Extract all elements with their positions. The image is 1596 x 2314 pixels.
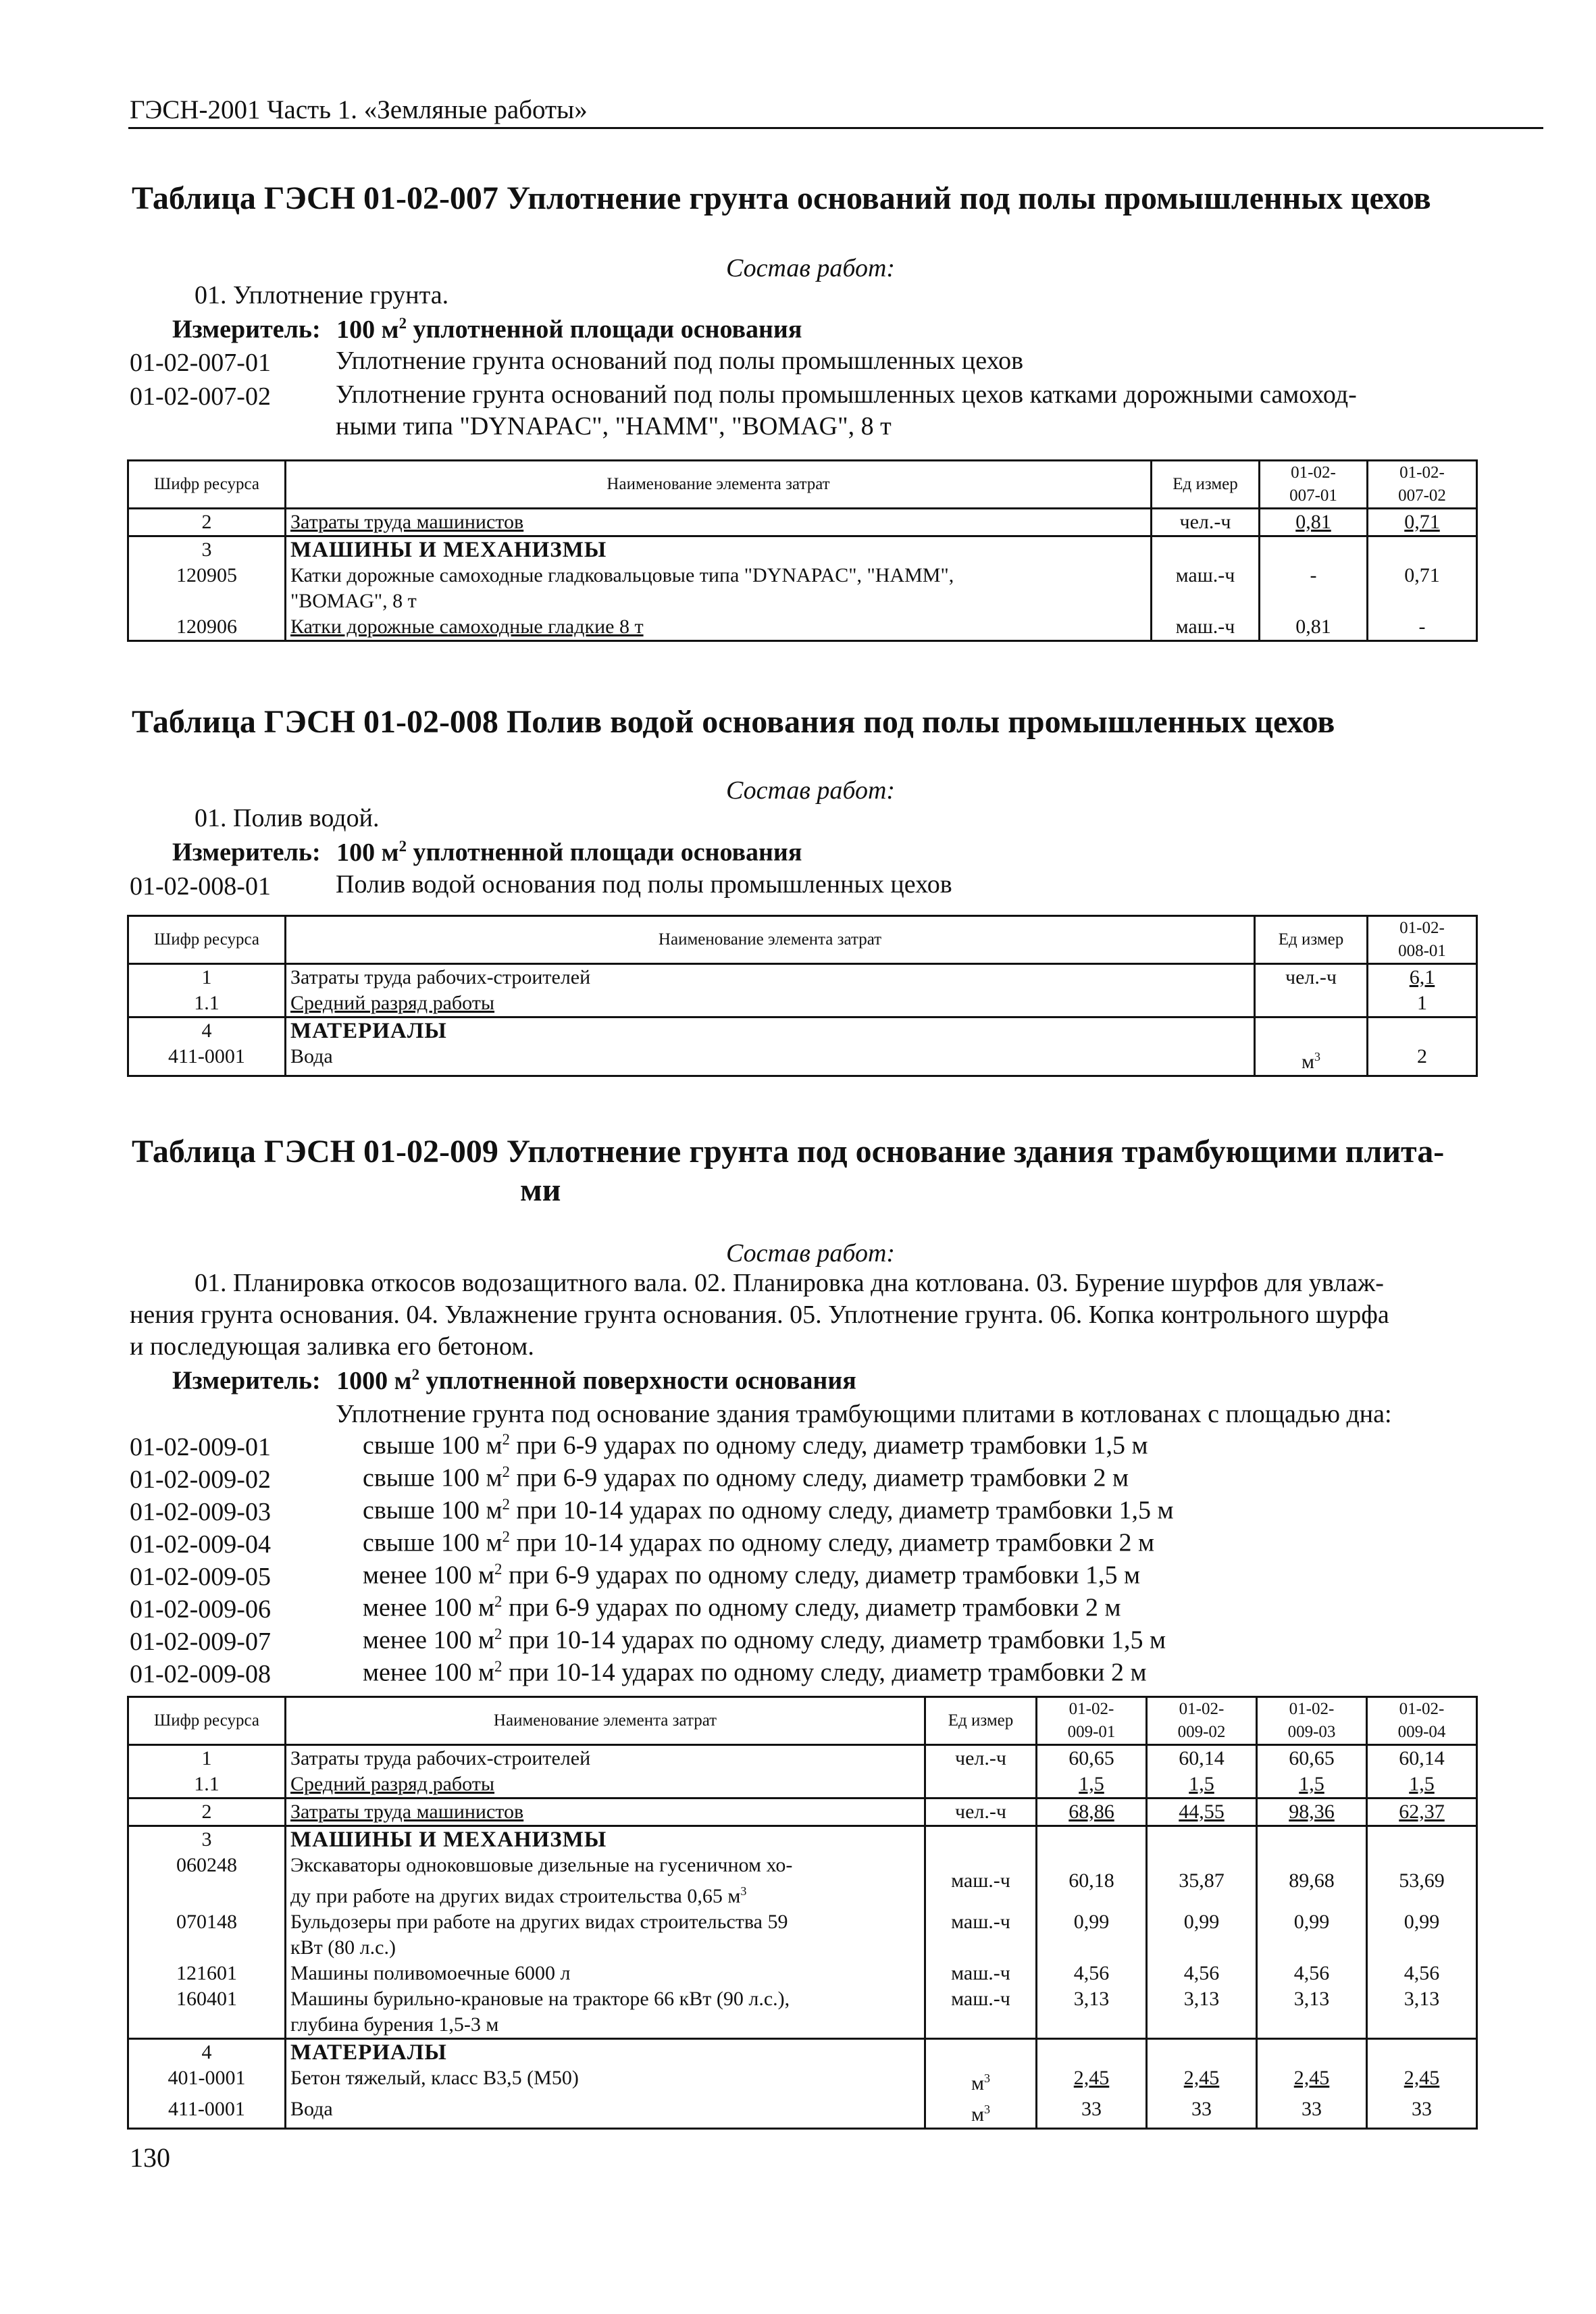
table-row: 411-0001 Вода $м^3$ 33 33 33 33 (128, 2096, 1477, 2129)
table-row: 060248 Экскаваторы одноковшовые дизельные на гусеничном хо- ду при работе на других видах строительства 0,65 $м^3$ маш.-ч 60,18 35,87 89,68 53,69 (128, 1853, 1477, 1909)
section-title-009: Таблица ГЭСН 01-02-009 Уплотнение грунта под основание здания трамбующими плита- (132, 1134, 1445, 1169)
section-title-009-cont: ми (520, 1172, 561, 1208)
col-unit-header: Ед измер (1152, 461, 1260, 509)
table-row: 3 МАШИНЫ И МЕХАНИЗМЫ (128, 1826, 1477, 1853)
table-row: 411-0001 Вода $м^3$ 2 (128, 1044, 1477, 1076)
col-norm-header: 01-02- 007-01 (1260, 461, 1368, 509)
running-header: ГЭСН-2001 Часть 1. «Земляные работы» (130, 95, 588, 124)
table-row: 4 МАТЕРИАЛЫ (128, 2039, 1477, 2066)
item-text: Полив водой основания под полы промышленных цехов (336, 870, 952, 899)
composition-text: и последующая заливка его бетоном. (130, 1332, 534, 1361)
items-intro: Уплотнение грунта под основание здания трамбующими плитами в котлованах с площадью дна: (336, 1400, 1392, 1428)
table-header: Шифр ресурса Наименование элемента затрат Ед измер 01-02- 009-01 01-02- 009-02 01-02- 009-03 01-02- 009-04 (128, 1697, 1477, 1745)
col-norm-header: 01-02- 007-02 (1368, 461, 1477, 509)
table-row: 2 Затраты труда машинистов чел.-ч 0,81 0,71 (128, 509, 1477, 536)
section-title-008: Таблица ГЭСН 01-02-008 Полив водой основания под полы промышленных цехов (132, 704, 1335, 740)
table-row: 3 МАШИНЫ И МЕХАНИЗМЫ (128, 536, 1477, 563)
meter-line: Измеритель: 100 $м^2$ уплотненной площади основания (172, 838, 802, 867)
composition-text: 01. Уплотнение грунта. (195, 281, 449, 309)
table-row: 2 Затраты труда машинистов чел.-ч 68,86 44,55 98,36 62,37 (128, 1799, 1477, 1826)
item-text-cont: ными типа "DYNAPAC", "HAMM", "BOMAG", 8 т (336, 412, 892, 441)
col-name-header: Наименование элемента затрат (286, 461, 1152, 509)
composition-text: 01. Планировка откосов водозащитного вала. 02. Планировка дна котлована. 03. Бурение шурфов для увлаж- (195, 1269, 1384, 1297)
table-row: 1.1 Средний разряд работы 1 (128, 990, 1477, 1017)
table-row: 160401 Машины бурильно-крановые на тракторе 66 кВт (90 л.с.), глубина бурения 1,5-3 м маш.-ч 3,13 3,13 3,13 3,13 (128, 1986, 1477, 2039)
table-row: 401-0001 Бетон тяжелый, класс В3,5 (М50) $м^3$ 2,45 2,45 2,45 2,45 (128, 2065, 1477, 2096)
table-row: 4 МАТЕРИАЛЫ (128, 1017, 1477, 1045)
item-code: 01-02-008-01 (130, 872, 271, 901)
table-row: 120905 Катки дорожные самоходные гладковальцовые типа "DYNAPAC", "HAMM", "BOMAG", 8 т маш.-ч - 0,71 (128, 563, 1477, 614)
composition-text: нения грунта основания. 04. Увлажнение грунта основания. 05. Уплотнение грунта. 06. Копка контрольного шурфа (130, 1301, 1389, 1329)
composition-label: Состав работ: (726, 776, 896, 805)
meter-value: 100 м (336, 315, 399, 344)
item-text: Уплотнение грунта оснований под полы промышленных цехов (336, 347, 1024, 375)
table-row: 070148 Бульдозеры при работе на других видах строительства 59 кВт (80 л.с.) маш.-ч 0,99 0,99 0,99 0,99 (128, 1909, 1477, 1961)
page-number: 130 (130, 2142, 170, 2173)
meter-sup: 2 (398, 315, 407, 332)
table-row: 121601 Машины поливомоечные 6000 л маш.-ч 4,56 4,56 4,56 4,56 (128, 1961, 1477, 1986)
header-rule (128, 127, 1543, 129)
col-code-header: Шифр ресурса (128, 461, 286, 509)
meter-line: Измеритель: 1000 $м^2$ уплотненной поверхности основания (172, 1366, 856, 1395)
resource-table-008 (127, 915, 1478, 1077)
item-code: 01-02-007-02 (130, 382, 271, 411)
section-title-007: Таблица ГЭСН 01-02-007 Уплотнение грунта оснований под полы промышленных цехов (132, 180, 1431, 216)
composition-label: Состав работ: (726, 254, 896, 282)
item-text: Уплотнение грунта оснований под полы промышленных цехов катками дорожными самоход- (336, 380, 1357, 409)
resource-table-007 (127, 459, 1478, 642)
meter-rest: уплотненной площади основания (406, 315, 802, 344)
table-row: 1.1 Средний разряд работы 1,5 1,5 1,5 1,5 (128, 1771, 1477, 1799)
composition-text: 01. Полив водой. (195, 804, 380, 832)
resource-table-009 (127, 1696, 1478, 2130)
meter-line (172, 316, 802, 343)
item-code: 01-02-007-01 (130, 349, 271, 377)
table-row: 1 Затраты труда рабочих-строителей чел.-ч 6,1 (128, 964, 1477, 991)
meter-label: Измеритель: (172, 315, 321, 344)
table-header (128, 461, 1477, 509)
table-row: 120906 Катки дорожные самоходные гладкие 8 т маш.-ч 0,81 - (128, 614, 1477, 641)
table-header: Шифр ресурса Наименование элемента затрат Ед измер 01-02- 008-01 (128, 916, 1477, 964)
composition-label: Состав работ: (726, 1239, 896, 1267)
table-row: 1 Затраты труда рабочих-строителей чел.-ч 60,65 60,14 60,65 60,14 (128, 1745, 1477, 1772)
